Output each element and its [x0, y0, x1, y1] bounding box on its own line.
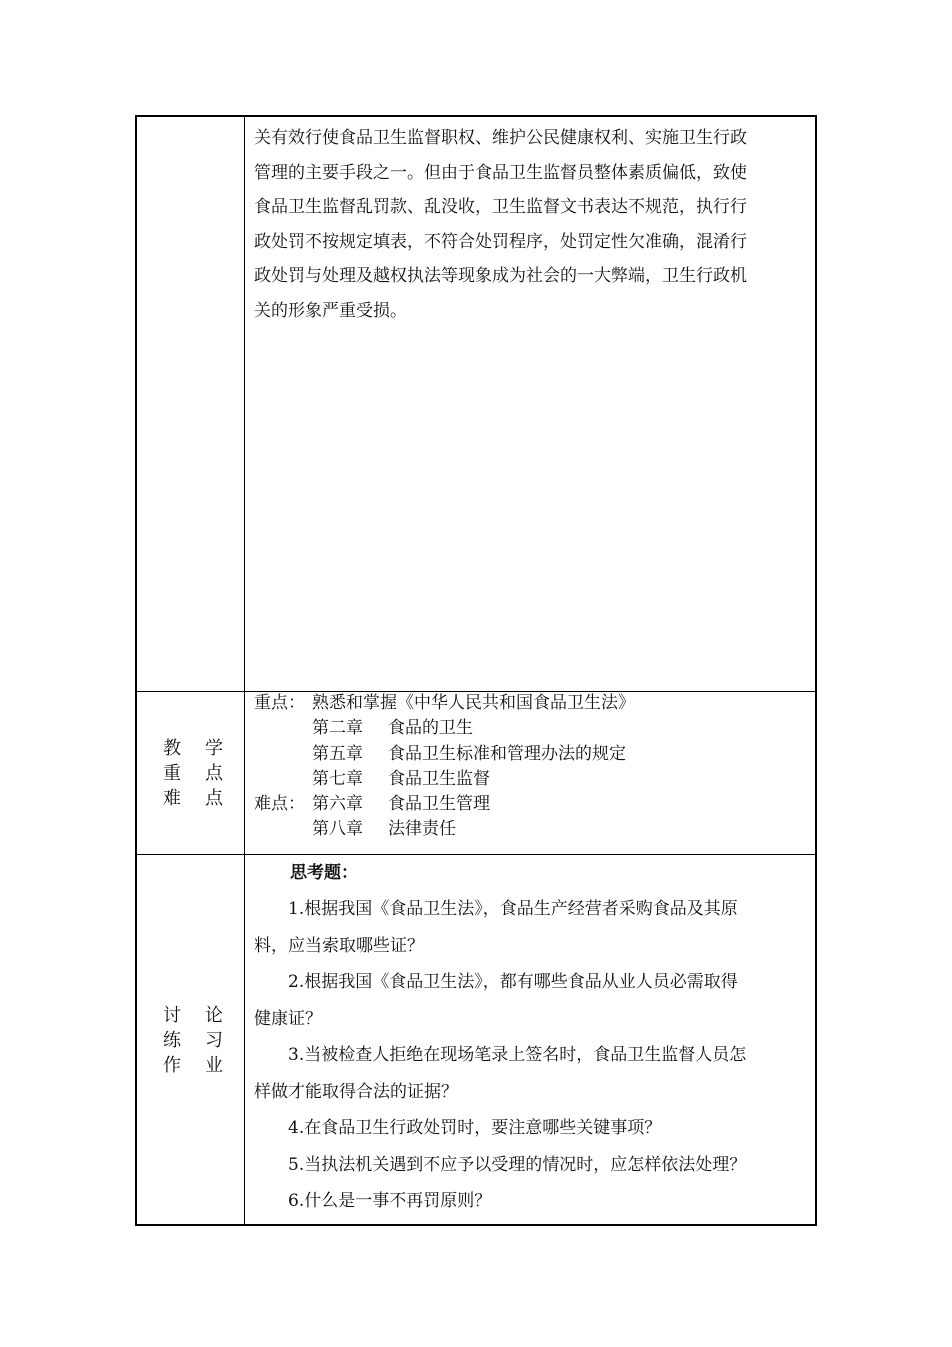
label-char: 习 [205, 1030, 223, 1051]
row-label-discussion-practice-homework [163, 1003, 223, 1078]
label-char: 点 [205, 763, 223, 784]
key-point-text: 食品卫生标准和管理办法的规定 [388, 743, 626, 764]
chapter-number: 第二章 [312, 718, 363, 739]
paragraph-line: 关有效行使食品卫生监督职权、维护公民健康权利、实施卫生行政 [254, 128, 747, 148]
chapter-number: 第六章 [312, 794, 363, 815]
key-point-text: 食品的卫生 [388, 718, 473, 739]
label-char: 难 [163, 788, 181, 809]
label-char: 学 [205, 738, 223, 759]
continuation-paragraph [254, 121, 816, 328]
label-char: 点 [205, 788, 223, 809]
key-point-line [254, 767, 814, 792]
row-label-cell [137, 855, 245, 1226]
key-point-line [254, 716, 814, 741]
key-point-line [254, 817, 814, 842]
key-point-text: 法律责任 [388, 819, 456, 840]
paragraph-line: 食品卫生监督乱罚款、乱没收，卫生监督文书表达不规范，执行行 [254, 197, 747, 217]
row-content-cell [245, 855, 815, 1226]
questions-list [254, 855, 816, 1220]
label-char: 重 [163, 763, 181, 784]
label-char: 业 [205, 1055, 223, 1076]
key-point-text: 熟悉和掌握《中华人民共和国食品卫生法》 [312, 693, 635, 713]
question-line: 6.什么是一事不再罚原则？ [288, 1191, 492, 1211]
lesson-plan-table [135, 115, 817, 1226]
question-line: 样做才能取得合法的证据？ [254, 1081, 458, 1102]
label-char: 练 [163, 1030, 181, 1051]
key-point-prefix [254, 742, 312, 767]
label-char: 讨 [163, 1005, 181, 1026]
label-char: 论 [205, 1005, 223, 1026]
chapter-number: 第七章 [312, 768, 363, 789]
key-point-prefix: 难点： [254, 794, 305, 815]
paragraph-line: 关的形象严重受损。 [254, 300, 407, 321]
key-point-text: 食品卫生管理 [388, 794, 490, 815]
chapter-number: 第八章 [312, 819, 363, 840]
label-char: 作 [163, 1055, 181, 1076]
key-point-prefix [254, 716, 312, 741]
key-point-line [254, 691, 814, 716]
key-points-list [254, 691, 814, 843]
label-char: 教 [163, 738, 181, 759]
row-content-cell [245, 117, 815, 691]
paragraph-line: 政处罚不按规定填表，不符合处罚程序，处罚定性欠准确，混淆行 [254, 231, 747, 252]
row-label-cell [137, 692, 245, 854]
row-label-key-difficult-points [163, 736, 223, 811]
paragraph-line: 政处罚与处理及越权执法等现象成为社会的一大弊端，卫生行政机 [254, 266, 747, 286]
row-content-cell [245, 692, 815, 854]
chapter-number: 第五章 [312, 743, 363, 764]
key-point-line [254, 742, 814, 767]
key-point-text: 食品卫生监督 [388, 768, 490, 789]
questions-heading: 思考题： [290, 863, 358, 883]
question-line: 4.在食品卫生行政处罚时，要注意哪些关键事项？ [288, 1118, 662, 1138]
question-line: 3.当被检查人拒绝在现场笔录上签名时，食品卫生监督人员怎 [288, 1045, 747, 1065]
question-line: 5.当执法机关遇到不应予以受理的情况时，应怎样依法处理？ [288, 1154, 747, 1175]
row-label-cell-empty [137, 117, 245, 691]
question-line: 料，应当索取哪些证？ [254, 935, 424, 956]
key-point-prefix [254, 767, 312, 792]
table-row-discussion [137, 854, 815, 1226]
table-row-continuation [137, 117, 815, 691]
question-line: 健康证？ [254, 1008, 322, 1029]
paragraph-line: 管理的主要手段之一。但由于食品卫生监督员整体素质偏低，致使 [254, 162, 747, 183]
key-point-prefix [254, 817, 312, 842]
key-point-prefix: 重点： [254, 693, 305, 713]
question-line: 2.根据我国《食品卫生法》，都有哪些食品从业人员必需取得 [288, 972, 738, 992]
key-point-line [254, 792, 814, 817]
table-row-key-points [137, 691, 815, 854]
question-line: 1.根据我国《食品卫生法》，食品生产经营者采购食品及其原 [288, 899, 738, 919]
